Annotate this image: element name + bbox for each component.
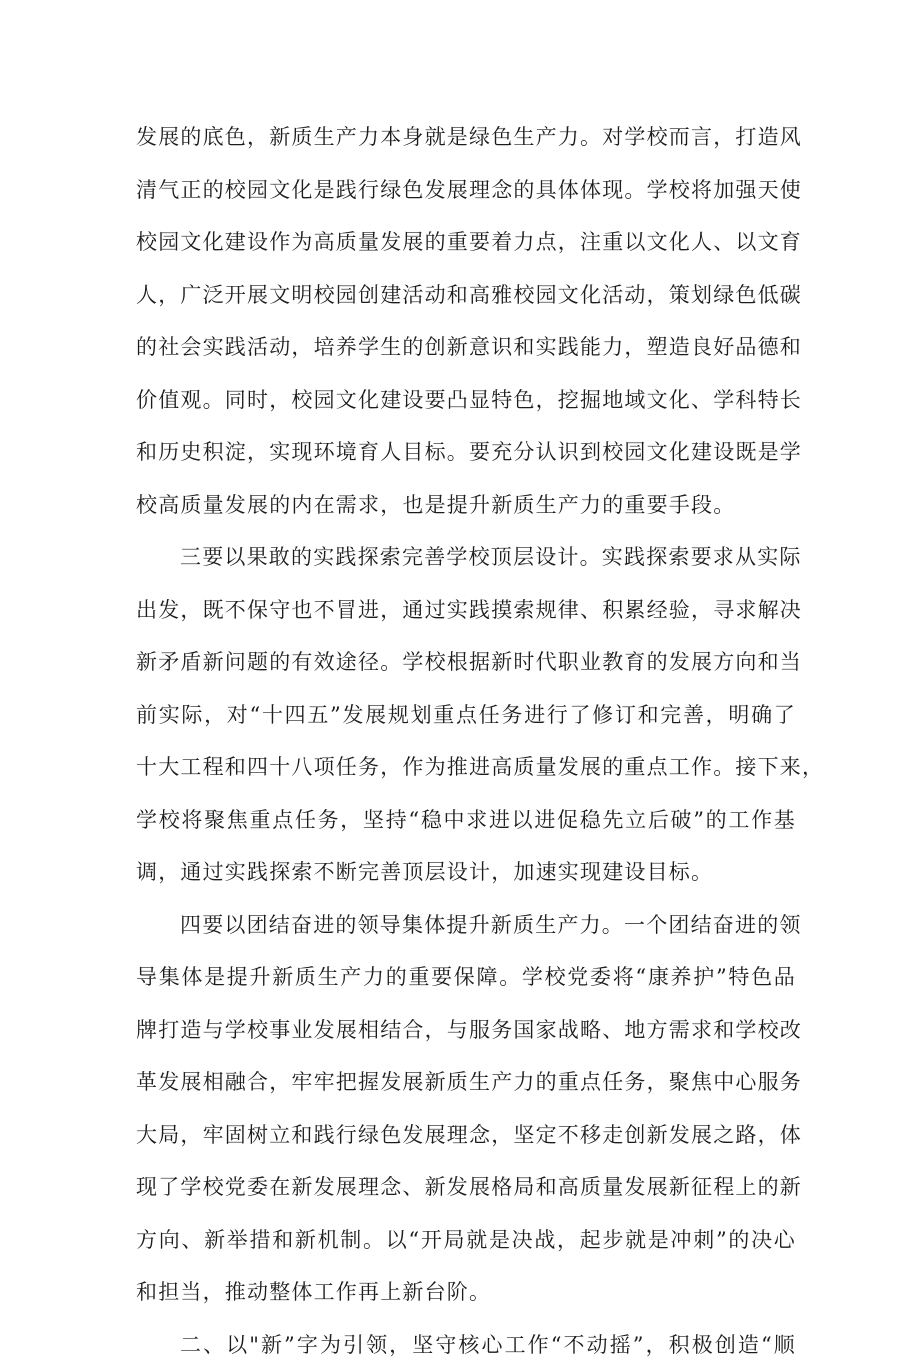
text-line: 出发，既不保守也不冒进，通过实践摸索规律、积累经验，寻求解决: [136, 584, 796, 637]
text-line: 大局，牢固树立和践行绿色发展理念，坚定不移走创新发展之路，体: [136, 1109, 796, 1162]
text-line: 导集体是提升新质生产力的重要保障。学校党委将“康养护”特色品: [136, 951, 796, 1004]
text-line: 牌打造与学校事业发展相结合，与服务国家战略、地方需求和学校改: [136, 1004, 796, 1057]
section-heading: [136, 1319, 796, 1371]
paragraph-1: [136, 111, 796, 531]
text-line: 革发展相融合，牢牢把握发展新质生产力的重点任务，聚焦中心服务: [136, 1056, 796, 1109]
text-line: 人，广泛开展文明校园创建活动和高雅校园文化活动，策划绿色低碳: [136, 269, 796, 322]
text-line: 三要以果敢的实践探索完善学校顶层设计。实践探索要求从实际: [136, 531, 796, 584]
text-line: 调，通过实践探索不断完善顶层设计，加速实现建设目标。: [136, 846, 796, 899]
paragraph-3: [136, 899, 796, 1319]
document-body: [136, 111, 796, 1371]
text-line: 和历史积淀，实现环境育人目标。要充分认识到校园文化建设既是学: [136, 426, 796, 479]
text-line: 前实际，对“十四五”发展规划重点任务进行了修订和完善，明确了: [136, 689, 796, 742]
text-line: 价值观。同时，校园文化建设要凸显特色，挖掘地域文化、学科特长: [136, 374, 796, 427]
text-line: 四要以团结奋进的领导集体提升新质生产力。一个团结奋进的领: [136, 899, 796, 952]
text-line: 现了学校党委在新发展理念、新发展格局和高质量发展新征程上的新: [136, 1161, 796, 1214]
text-line: 新矛盾新问题的有效途径。学校根据新时代职业教育的发展方向和当: [136, 636, 796, 689]
text-line: 方向、新举措和新机制。以“开局就是决战，起步就是冲刺”的决心: [136, 1214, 796, 1267]
text-line: 清气正的校园文化是践行绿色发展理念的具体体现。学校将加强天使: [136, 164, 796, 217]
text-line: 学校将聚焦重点任务，坚持“稳中求进以进促稳先立后破”的工作基: [136, 794, 796, 847]
text-line: 和担当，推动整体工作再上新台阶。: [136, 1266, 796, 1319]
text-line: 十大工程和四十八项任务，作为推进高质量发展的重点工作。接下来，: [136, 741, 796, 794]
text-line: 校园文化建设作为高质量发展的重要着力点，注重以文化人、以文育: [136, 216, 796, 269]
text-line: 校高质量发展的内在需求，也是提升新质生产力的重要手段。: [136, 479, 796, 532]
heading-line: 二、以"新”字为引领，坚守核心工作“不动摇”，积极创造“顺: [136, 1319, 796, 1371]
text-line: 发展的底色，新质生产力本身就是绿色生产力。对学校而言，打造风: [136, 111, 796, 164]
paragraph-2: [136, 531, 796, 899]
text-line: 的社会实践活动，培养学生的创新意识和实践能力，塑造良好品德和: [136, 321, 796, 374]
